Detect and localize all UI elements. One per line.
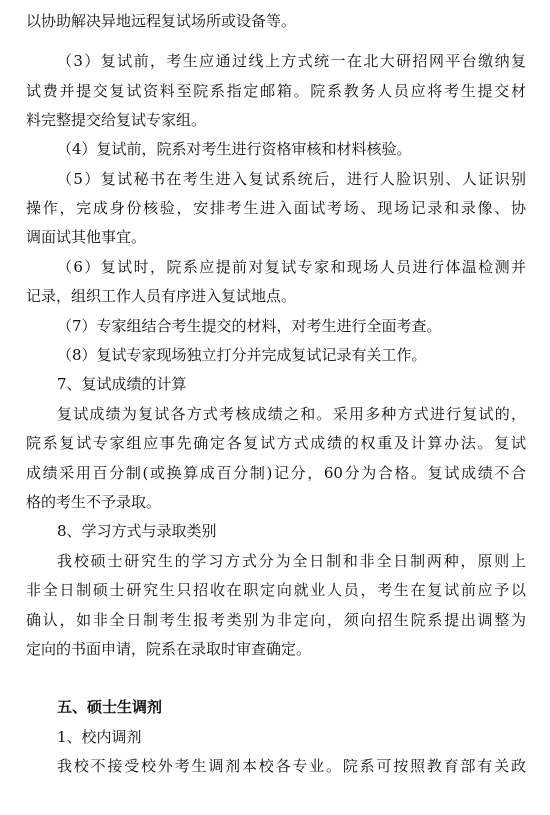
section-subheading: 7、复试成绩的计算 [57,375,187,393]
text-line: （4）复试前，院系对考生进行资格审核和材料核验。 [57,140,412,158]
text-line: （3）复试前，考生应通过线上方式统一在北大研招网平台缴纳复 [57,52,526,70]
text-line: 试费并提交复试资料至院系指定邮箱。院系教务人员应将考生提交材 [26,82,526,100]
section-subheading: 1、校内调剂 [57,728,142,746]
text-line: 格的考生不予录取。 [26,493,162,511]
text-line: 确认，如非全日制考生报考类别为非定向，须向招生院系提出调整为 [26,611,526,629]
text-line: 调面试其他事宜。 [26,228,147,246]
section-subheading: 8、学习方式与录取类别 [57,522,217,540]
text-line: 我校不接受校外考生调剂本校各专业。院系可按照教育部有关政 [57,757,526,775]
text-line: 料完整提交给复试专家组。 [26,111,207,129]
text-line: （8）复试专家现场独立打分并完成复试记录有关工作。 [57,346,427,364]
text-line: 定向的书面申请，院系在录取时审查确定。 [26,640,312,658]
text-line: 院系复试专家组应事先确定各复试方式成绩的权重及计算办法。复试 [26,434,526,452]
text-line: 成绩采用百分制(或换算成百分制)记分，60分为合格。复试成绩不合 [26,464,526,482]
text-line: 非全日制硕士研究生只招收在职定向就业人员，考生在复试前应予以 [26,581,526,599]
text-line: （6）复试时，院系应提前对复试专家和现场人员进行体温检测并 [57,258,526,276]
section-heading: 五、硕士生调剂 [57,698,163,716]
text-line: 以协助解决异地远程复试场所或设备等。 [26,12,297,30]
text-line: 记录，组织工作人员有序进入复试地点。 [26,287,297,305]
text-line: （7）专家组结合考生提交的材料，对考生进行全面考查。 [57,317,442,335]
text-line: （5）复试秘书在考生进入复试系统后，进行人脸识别、人证识别 [57,170,526,188]
text-line: 复试成绩为复试各方式考核成绩之和。采用多种方式进行复试的， [57,405,526,423]
text-line: 操作，完成身份核验，安排考生进入面试考场、现场记录和录像、协 [26,199,526,217]
text-line: 我校硕士研究生的学习方式分为全日制和非全日制两种，原则上 [57,552,526,570]
